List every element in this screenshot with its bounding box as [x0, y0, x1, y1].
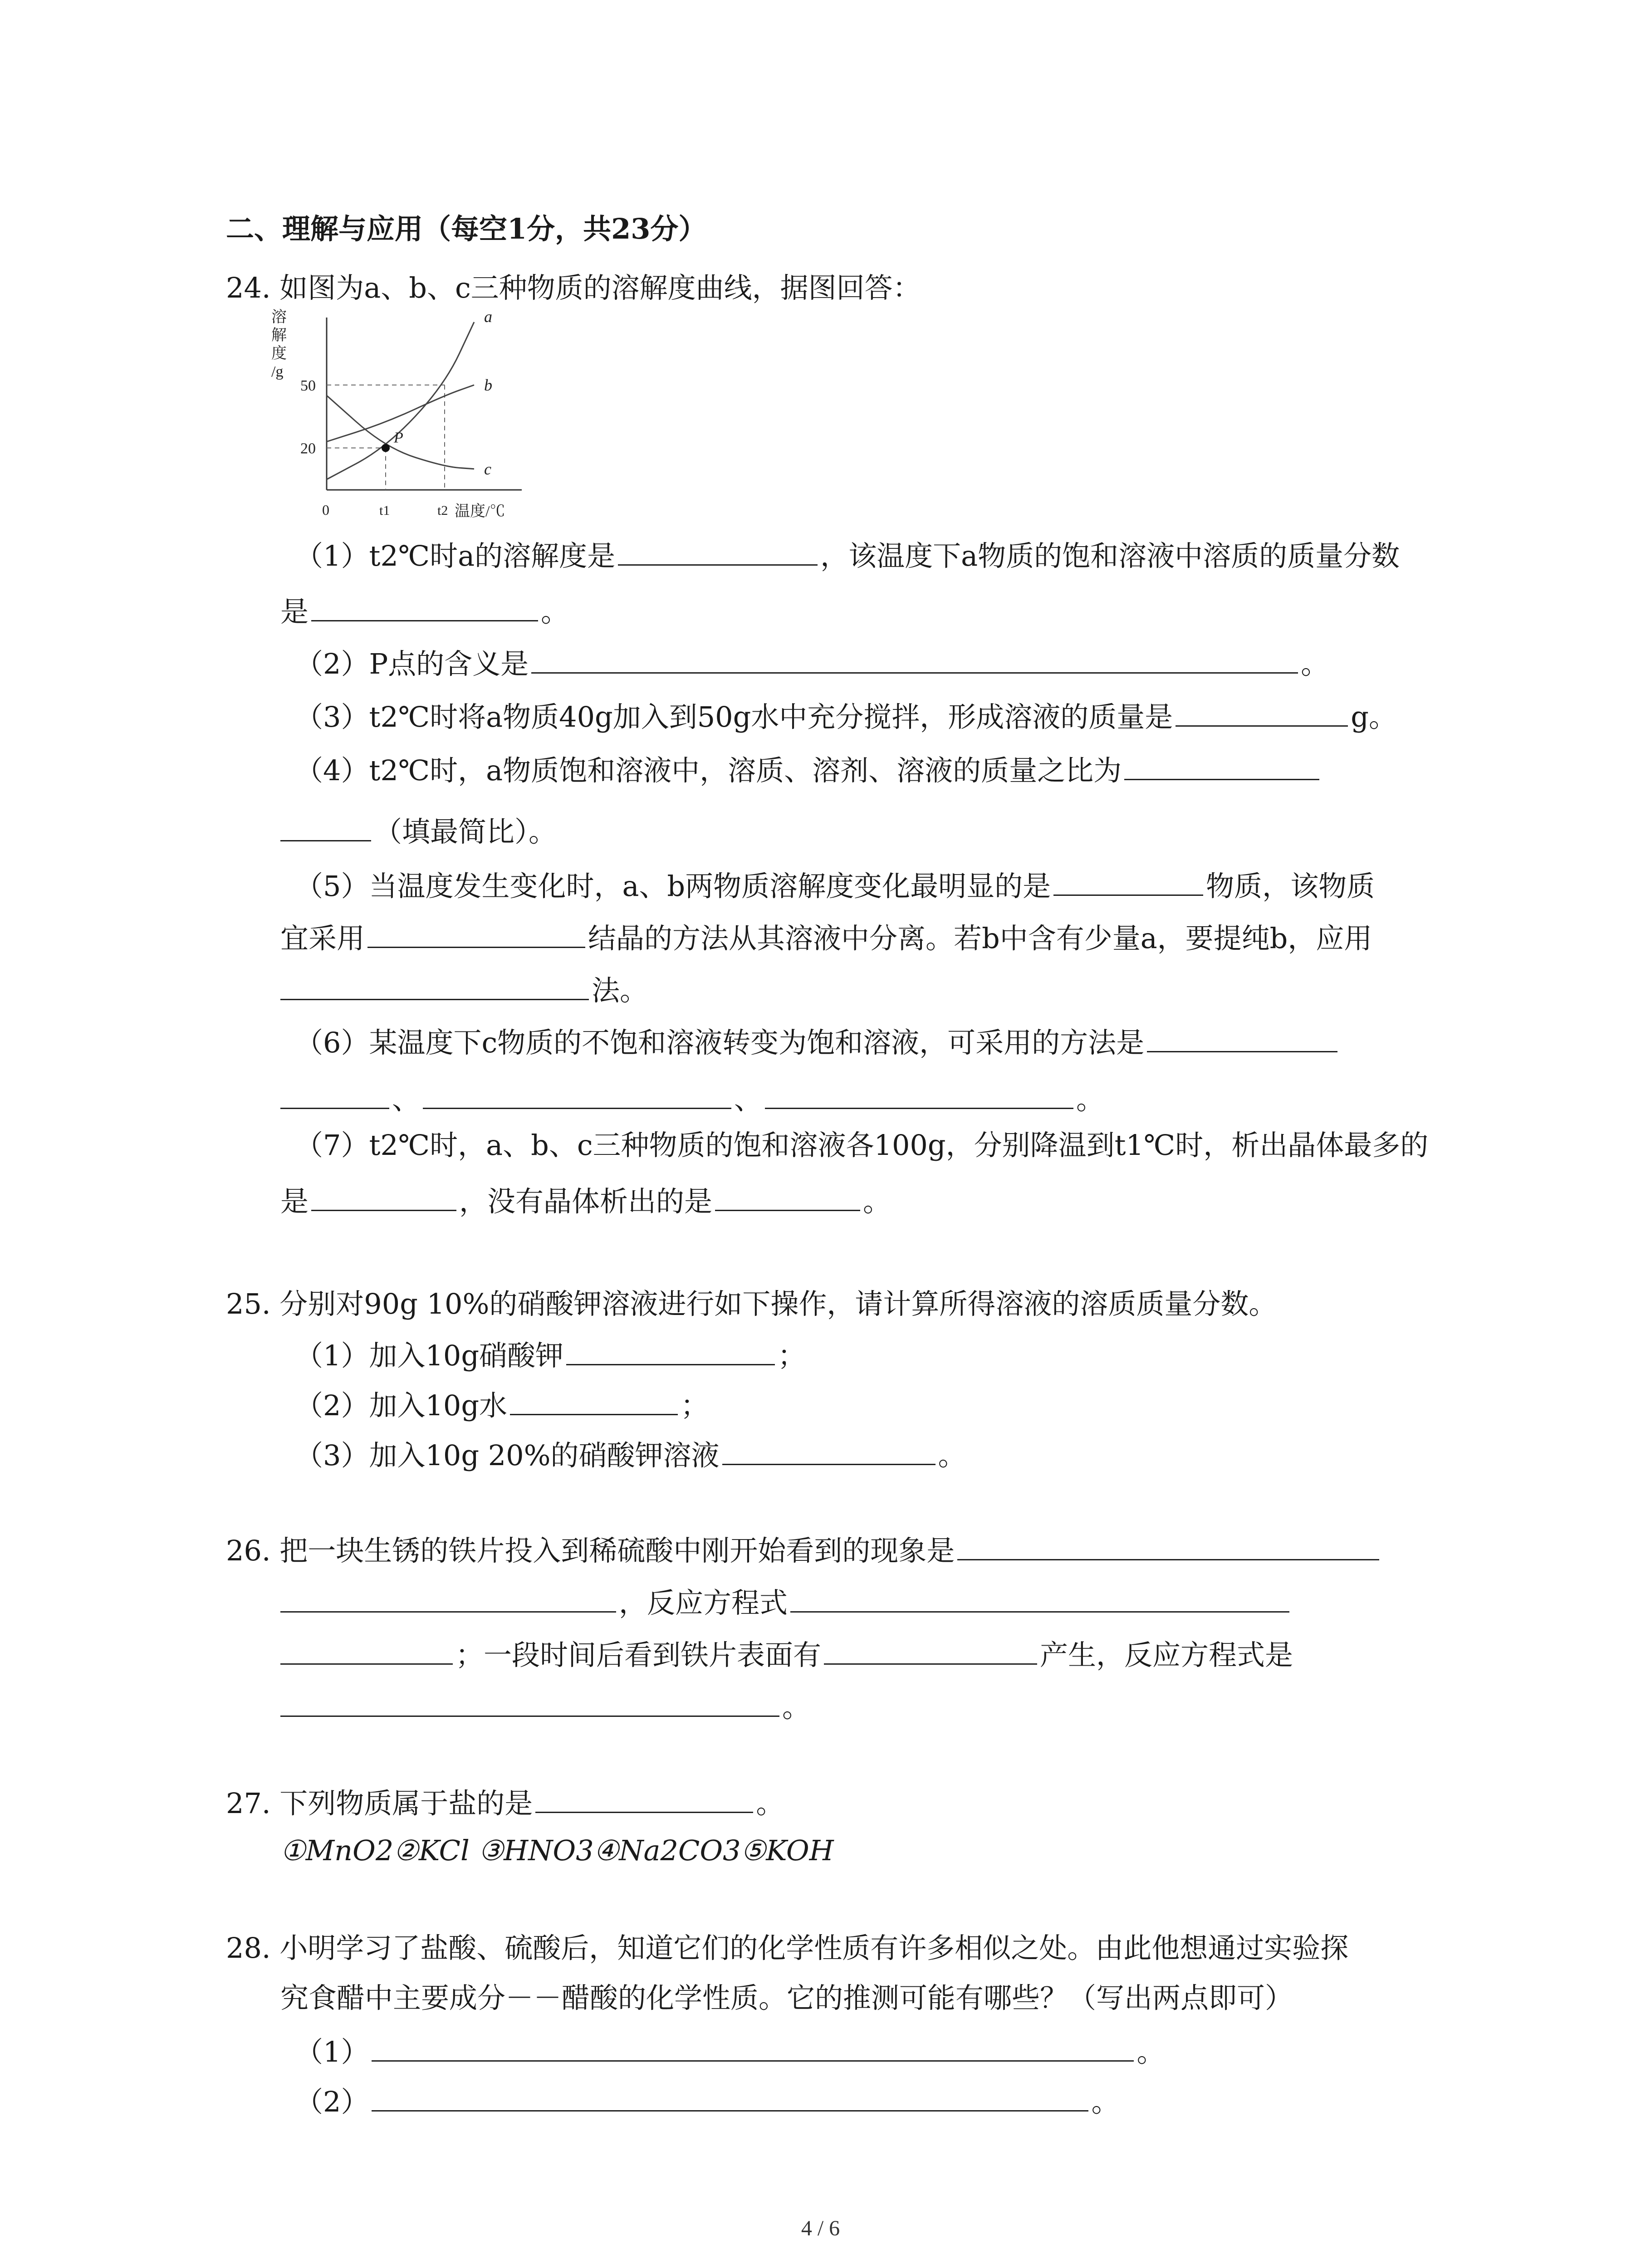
- q26-blank5[interactable]: [824, 1635, 1037, 1665]
- page-number: 4 / 6: [801, 2216, 840, 2240]
- q24-p3-end: g。: [1351, 700, 1397, 733]
- curve-a: [327, 322, 474, 479]
- q28-p1-end: 。: [1136, 2035, 1165, 2068]
- q24-p4-line: [295, 751, 1322, 789]
- y-axis-label-char: 解: [271, 327, 287, 344]
- q26-text2: ，反应方程式: [619, 1586, 788, 1619]
- y-axis-label-char: 溶: [271, 309, 287, 326]
- q24-p6-cont: [280, 1080, 1104, 1118]
- point-P-label: P: [394, 429, 403, 446]
- q25-p2: [295, 1386, 709, 1424]
- q24-p1-text2: ，该温度下a物质的饱和溶液中溶质的质量分数: [820, 539, 1400, 572]
- q26-line1: [226, 1531, 1382, 1569]
- x-tick-t2: t2: [437, 503, 448, 518]
- q26-line4: [280, 1687, 810, 1725]
- curve-label-b: b: [484, 376, 492, 394]
- q25-p3: [295, 1436, 966, 1474]
- q28-p1-label: （1）: [295, 2035, 369, 2068]
- q28-p2-label: （2）: [295, 2085, 369, 2118]
- q24-p6-blank4[interactable]: [765, 1080, 1073, 1109]
- q24-p2-line: [295, 644, 1329, 682]
- q24-p4-text: （4）t2℃时，a物质饱和溶液中，溶质、溶剂、溶液的质量之比为: [295, 754, 1122, 787]
- q27-text: 27. 下列物质属于盐的是: [226, 1787, 533, 1820]
- q27-options: ①MnO2②KCl ③HNO3④Na2CO3⑤KOH: [280, 1834, 834, 1867]
- q24-p6-end: 。: [1076, 1083, 1105, 1116]
- q26-text4: 产生，反应方程式是: [1040, 1638, 1293, 1672]
- q24-p1-end: 。: [541, 595, 569, 628]
- q27-blank[interactable]: [535, 1784, 753, 1813]
- q26-line3: [280, 1635, 1293, 1673]
- q25-p1-end: ；: [778, 1339, 806, 1372]
- q26-blank3[interactable]: [790, 1583, 1289, 1613]
- q24-p2-text: （2）P点的含义是: [295, 647, 529, 680]
- q25-p1: [295, 1336, 806, 1374]
- q25-p2-blank[interactable]: [510, 1386, 678, 1415]
- curve-label-c: c: [484, 459, 491, 478]
- q25-p1-text: （1）加入10g硝酸钾: [295, 1339, 564, 1372]
- q26-blank1[interactable]: [957, 1531, 1379, 1560]
- q24-p5-cont: [280, 919, 1372, 957]
- q25-stem: 25. 分别对90g 10%的硝酸钾溶液进行如下操作，请计算所得溶液的溶质质量分数。: [226, 1287, 1277, 1320]
- q24-p7-cont: [280, 1182, 891, 1220]
- solubility-chart: [268, 308, 531, 535]
- q24-p5-line: [295, 866, 1375, 904]
- q25-p3-end: 。: [938, 1439, 966, 1472]
- q25-p1-blank[interactable]: [566, 1336, 775, 1365]
- q24-p2-blank[interactable]: [531, 644, 1298, 674]
- q24-p1-cont-text: 是: [280, 595, 309, 628]
- y-tick-20: 20: [300, 440, 316, 457]
- q25-p2-text: （2）加入10g水: [295, 1389, 508, 1422]
- q26-blank4[interactable]: [280, 1635, 453, 1665]
- chart-body: [300, 308, 522, 520]
- q24-p6-sep2: 、: [734, 1083, 763, 1116]
- q24-p7-blank2[interactable]: [715, 1182, 860, 1211]
- q24-p4-blank2[interactable]: [280, 812, 371, 841]
- q25-p3-blank[interactable]: [722, 1436, 936, 1465]
- q24-p1-blank2[interactable]: [311, 592, 538, 621]
- q26-text3: ；一段时间后看到铁片表面有: [456, 1638, 822, 1672]
- q28-p2-blank[interactable]: [372, 2082, 1088, 2112]
- q24-p6-text: （6）某温度下c物质的不饱和溶液转变为饱和溶液，可采用的方法是: [295, 1026, 1145, 1059]
- q24-p4-blank1[interactable]: [1124, 751, 1319, 780]
- y-axis-label-char: 度: [271, 345, 287, 362]
- q26-blank6[interactable]: [280, 1687, 779, 1717]
- q25-p3-text: （3）加入10g 20%的硝酸钾溶液: [295, 1439, 720, 1472]
- q24-p5-end: 法。: [592, 974, 648, 1007]
- curve-label-a: a: [484, 308, 492, 326]
- q24-p1-line: [295, 536, 1400, 574]
- q25-p2-end: ；: [681, 1389, 709, 1422]
- q26-text1: 26. 把一块生锈的铁片投入到稀硫酸中刚开始看到的现象是: [226, 1534, 955, 1567]
- q24-p5-text: （5）当温度发生变化时，a、b两物质溶解度变化最明显的是: [295, 870, 1051, 903]
- q24-p5-blank1[interactable]: [1053, 866, 1203, 896]
- q24-p5-blank2[interactable]: [367, 919, 585, 948]
- q24-p5-cont2: [280, 971, 648, 1009]
- q26-end: 。: [782, 1691, 811, 1724]
- q28-line1: 28. 小明学习了盐酸、硫酸后，知道它们的化学性质有许多相似之处。由此他想通过实验探: [226, 1931, 1349, 1965]
- q24-p5-text2: 物质，该物质: [1206, 870, 1375, 903]
- q27-line1: [226, 1784, 784, 1822]
- y-tick-50: 50: [300, 377, 316, 394]
- q24-p6-blank3[interactable]: [423, 1080, 731, 1109]
- q28-p1: [295, 2032, 1165, 2070]
- q24-p3-line: [295, 697, 1397, 735]
- y-axis-label-char: /g: [271, 363, 284, 380]
- q28-p2-end: 。: [1091, 2085, 1120, 2118]
- q27-end: 。: [756, 1787, 784, 1820]
- q24-p6-sep1: 、: [392, 1083, 421, 1116]
- q28-p1-blank[interactable]: [372, 2032, 1134, 2062]
- x-tick-t1: t1: [379, 503, 390, 518]
- q24-p6-blank2[interactable]: [280, 1080, 389, 1109]
- q24-p4-end: （填最简比）。: [374, 815, 557, 848]
- q26-blank2[interactable]: [280, 1583, 616, 1613]
- q24-p1-text: （1）t2℃时a的溶解度是: [295, 539, 616, 572]
- x-tick-0: 0: [322, 502, 329, 518]
- point-P: [382, 444, 390, 452]
- q24-p7-end: 。: [863, 1185, 892, 1218]
- q24-p6-blank1[interactable]: [1147, 1023, 1337, 1052]
- q24-p7-blank1[interactable]: [311, 1182, 456, 1211]
- q24-p1-cont: [280, 592, 569, 630]
- q24-p2-end: 。: [1301, 647, 1329, 680]
- section-title: 二、理解与应用（每空1分，共23分）: [226, 212, 707, 245]
- q24-p4-cont: [280, 812, 557, 850]
- x-axis-label: 温度/℃: [455, 503, 505, 520]
- q24-p1-blank1[interactable]: [618, 536, 818, 566]
- q24-p7-line: （7）t2℃时，a、b、c三种物质的饱和溶液各100g，分别降温到t1℃时，析出晶体最多的: [295, 1129, 1429, 1162]
- q24-p7-text2: 是: [280, 1185, 309, 1218]
- q24-p3-text: （3）t2℃时将a物质40g加入到50g水中充分搅拌，形成溶液的质量是: [295, 700, 1173, 733]
- q28-line2: 究食醋中主要成分－－醋酸的化学性质。它的推测可能有哪些？（写出两点即可）: [280, 1981, 1293, 2014]
- q24-p3-blank[interactable]: [1176, 697, 1348, 727]
- q24-p5-text4: 结晶的方法从其溶液中分离。若b中含有少量a，要提纯b，应用: [588, 922, 1372, 955]
- q26-line2: [280, 1583, 1292, 1621]
- q24-p5-blank3[interactable]: [280, 971, 589, 1000]
- q28-p2: [295, 2082, 1119, 2120]
- q24-p6-line: [295, 1023, 1340, 1061]
- q24-p5-text3: 宜采用: [280, 922, 365, 955]
- q24-p7-text3: ，没有晶体析出的是: [459, 1185, 713, 1218]
- q24-stem: 24. 如图为a、b、c三种物质的溶解度曲线，据图回答：: [226, 271, 921, 304]
- y-axis-label: [271, 308, 287, 380]
